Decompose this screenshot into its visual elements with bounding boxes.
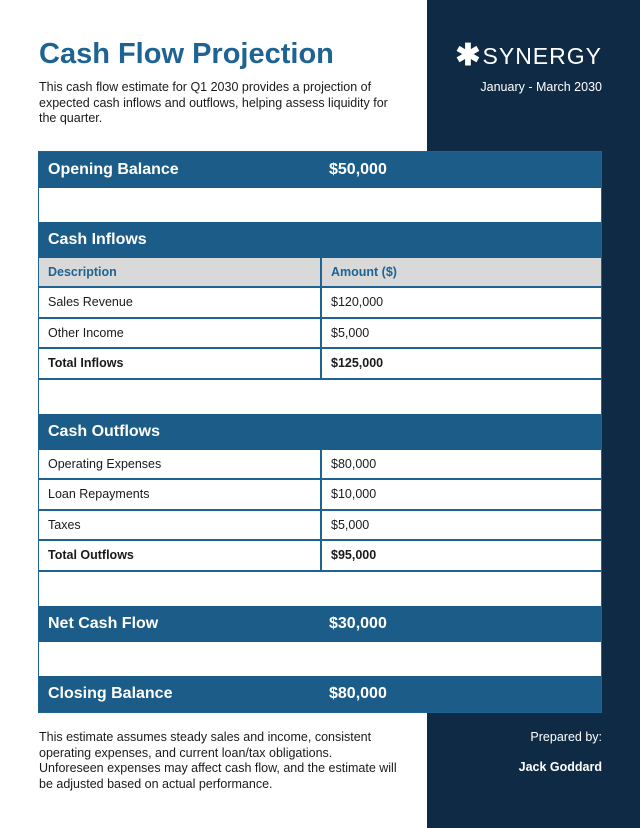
spacer-row xyxy=(39,642,601,676)
net-cash-flow-value: $30,000 xyxy=(329,614,387,632)
row-amount: $5,000 xyxy=(320,511,601,540)
closing-balance-row xyxy=(39,676,601,712)
preparer-name: Jack Goddard xyxy=(518,760,602,774)
table-row xyxy=(39,319,601,350)
spacer-row xyxy=(39,380,601,414)
closing-balance-label: Closing Balance xyxy=(48,684,173,702)
total-outflows-value: $95,000 xyxy=(320,541,601,570)
table-row xyxy=(39,511,601,542)
page-title: Cash Flow Projection xyxy=(39,38,334,70)
row-amount: $120,000 xyxy=(320,288,601,317)
asterisk-logo-icon: ✱ xyxy=(455,39,481,72)
row-amount: $5,000 xyxy=(320,319,601,348)
total-outflows-label: Total Outflows xyxy=(48,548,134,563)
intro-text: This cash flow estimate for Q1 2030 provides a projection of expected cash inflows and outflows, helping assess liquidity for the quarter. xyxy=(39,80,388,125)
period-label: January - March 2030 xyxy=(480,80,602,94)
row-description: Operating Expenses xyxy=(48,456,162,471)
brand-name: SYNERGY xyxy=(482,42,602,69)
row-description: Loan Repayments xyxy=(48,487,150,502)
column-header-amount: Amount ($) xyxy=(320,258,601,286)
opening-balance-row xyxy=(39,152,601,188)
row-description: Taxes xyxy=(48,517,81,532)
spacer-row xyxy=(39,572,601,606)
total-inflows-value: $125,000 xyxy=(320,349,601,378)
opening-balance-label: Opening Balance xyxy=(48,161,179,178)
column-header-row xyxy=(39,258,601,288)
net-cash-flow-row xyxy=(39,606,601,642)
row-amount: $80,000 xyxy=(320,450,601,479)
table-row xyxy=(39,288,601,319)
opening-balance-value: $50,000 xyxy=(329,161,387,178)
total-outflows-row xyxy=(39,541,601,572)
row-amount: $10,000 xyxy=(320,480,601,509)
total-inflows-row xyxy=(39,349,601,380)
table-row xyxy=(39,480,601,511)
net-cash-flow-label: Net Cash Flow xyxy=(48,614,159,632)
spacer-row xyxy=(39,188,601,222)
brand-logo xyxy=(455,39,602,72)
table-row xyxy=(39,450,601,481)
row-description: Other Income xyxy=(48,325,124,340)
cash-inflows-header xyxy=(39,222,601,258)
closing-balance-value: $80,000 xyxy=(329,684,387,702)
prepared-by-label: Prepared by: xyxy=(530,730,602,744)
footer-note: This estimate assumes steady sales and income, consistent operating expenses, and current loan/tax obligations. Unforeseen expenses may affect cash flow, and the estimate will be adjusted based on actual performance. xyxy=(39,730,397,791)
cash-flow-table xyxy=(38,151,602,713)
cash-outflows-header xyxy=(39,414,601,450)
column-header-description: Description xyxy=(48,265,117,279)
total-inflows-label: Total Inflows xyxy=(48,356,124,371)
cash-inflows-title: Cash Inflows xyxy=(48,231,147,248)
row-description: Sales Revenue xyxy=(48,295,133,310)
cash-outflows-title: Cash Outflows xyxy=(48,422,161,440)
